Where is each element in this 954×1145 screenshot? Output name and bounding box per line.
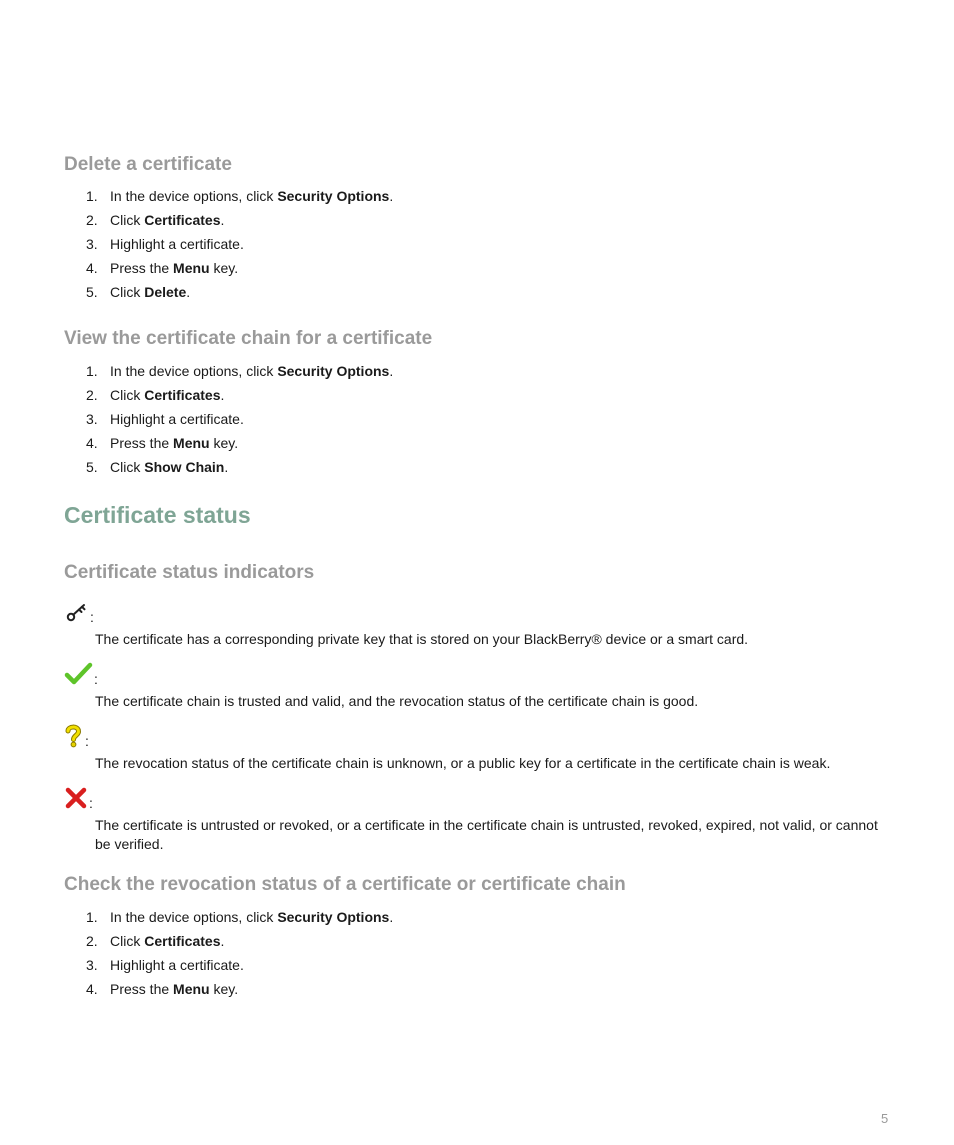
step-item: 5. Click Delete.	[86, 284, 191, 300]
indicator-item-untrusted	[64, 786, 894, 854]
key-icon	[64, 600, 89, 624]
step-item: 3. Highlight a certificate.	[86, 236, 244, 252]
checkmark-icon	[64, 662, 93, 686]
step-item: 4. Press the Menu key.	[86, 981, 239, 997]
step-item: 2. Click Certificates.	[86, 387, 225, 403]
step-item: 4. Press the Menu key.	[86, 435, 239, 451]
step-item: 1. In the device options, click Security Options.	[86, 188, 394, 204]
indicator-colon: :	[90, 609, 94, 625]
indicator-description: The certificate is untrusted or revoked, or a certificate in the certificate chain is untrusted, revoked, expired, not valid, or cannot be verified.	[95, 817, 878, 852]
indicator-description: The certificate chain is trusted and valid, and the revocation status of the certificate chain is good.	[95, 693, 699, 709]
step-item: 5. Click Show Chain.	[86, 459, 229, 475]
section-title-indicators: Certificate status indicators	[64, 562, 315, 583]
question-mark-icon	[64, 724, 84, 748]
step-item: 3. Highlight a certificate.	[86, 411, 244, 427]
section-title-revocation: Check the revocation status of a certificate or certificate chain	[64, 874, 626, 895]
step-item: 1. In the device options, click Security Options.	[86, 909, 394, 925]
step-item: 1. In the device options, click Security Options.	[86, 363, 394, 379]
step-item: 2. Click Certificates.	[86, 212, 225, 228]
indicator-colon: :	[89, 795, 93, 811]
indicator-item-check	[64, 662, 894, 711]
indicator-colon: :	[94, 671, 98, 687]
heading-certificate-status: Certificate status	[64, 502, 251, 528]
indicator-colon: :	[85, 733, 89, 749]
steps-delete	[86, 184, 393, 304]
steps-revocation	[86, 905, 393, 1001]
red-x-icon	[64, 786, 88, 810]
step-item: 3. Highlight a certificate.	[86, 957, 244, 973]
indicator-item-question	[64, 724, 894, 773]
indicator-description: The certificate has a corresponding private key that is stored on your BlackBerry® device or a smart card.	[95, 631, 749, 647]
indicator-item-key	[64, 600, 894, 649]
step-item: 4. Press the Menu key.	[86, 260, 239, 276]
indicator-description: The revocation status of the certificate chain is unknown, or a public key for a certificate in the certificate chain is weak.	[95, 755, 831, 771]
section-title-delete: Delete a certificate	[64, 154, 232, 175]
page-number: 5	[881, 1111, 889, 1126]
step-item: 2. Click Certificates.	[86, 933, 225, 949]
section-title-view-chain: View the certificate chain for a certificate	[64, 328, 433, 349]
steps-view-chain	[86, 359, 393, 479]
